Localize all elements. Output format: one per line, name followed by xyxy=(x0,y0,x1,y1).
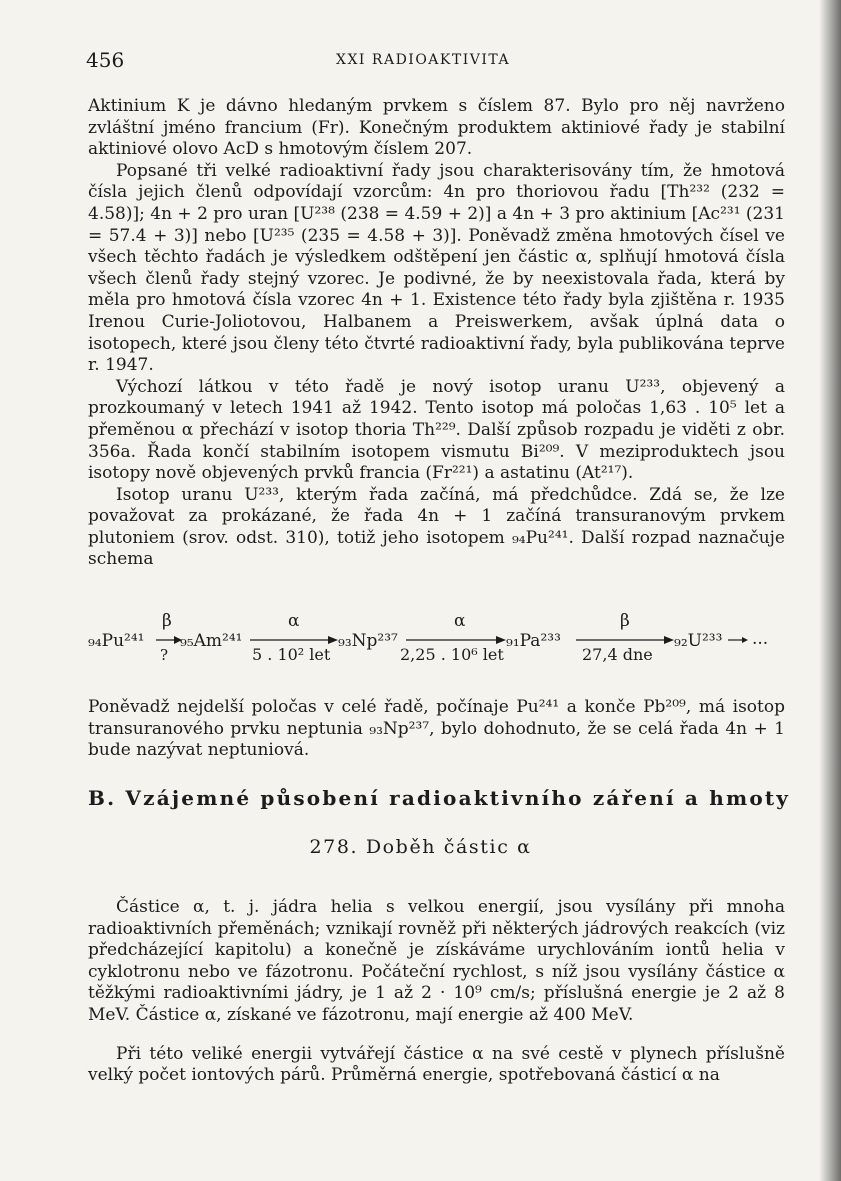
binding-shadow xyxy=(819,0,841,1181)
arrowhead-3 xyxy=(664,636,674,644)
paragraph-francium: Aktinium K je dávno hledaným prvkem s číslem 87. Bylo pro něj navrženo zvláštní jméno francium (Fr). Konečným produktem aktiniové řady je stabilní aktiniové olovo AcD s hmotovým číslem 207. xyxy=(88,96,785,160)
paragraph-plutonium: Isotop uranu U²³³, kterým řada začíná, má předchůdce. Zdá se, že lze považovat za prokázané, že řada 4n + 1 začíná transuranovým prvkem plutoniem (srov. odst. 310), totiž jeho isotopem ₉₄Pu²⁴¹. Další rozpad naznačuje schema xyxy=(88,484,785,570)
section-text xyxy=(88,880,785,1104)
uncertain-mark: ? xyxy=(160,646,169,664)
subsection-heading: 278. Doběh částic α xyxy=(309,836,532,858)
alpha-label-1: α xyxy=(288,611,300,631)
scheme-ellipsis: ... xyxy=(752,629,769,649)
trailing-arrowhead xyxy=(742,637,748,643)
paragraph-ion-pairs: Při této veliké energii vytvářejí částice α na své cestě v plynech příslušně velký počet iontových párů. Průměrná energie, spotřebovaná částicí α na xyxy=(88,1043,785,1086)
page-header xyxy=(86,48,786,78)
decay-scheme-svg xyxy=(88,600,788,672)
arrowhead-2 xyxy=(496,636,506,644)
neptunium-text xyxy=(88,680,785,779)
nuclide-u: ₉₂U²³³ xyxy=(674,631,723,651)
paragraph-uranium-233: Výchozí látkou v této řadě je nový isotop uranu U²³³, objevený a prozkoumaný v letech 1941 až 1942. Tento isotop má poločas 1,63 . 10⁵ let a přeměnou α přechází v isotop thoria Th²²⁹. Další způsob rozpadu je viděti z obr. 356a. Řada končí stabilním isotopem vismutu Bi²⁰⁹. V meziproduktech jsou isotopy nově objevených prvků francia (Fr²²¹) a astatinu (At²¹⁷). xyxy=(88,376,785,484)
paragraph-neptunium: Poněvadž nejdelší poločas v celé řadě, počínaje Pu²⁴¹ a konče Pb²⁰⁹, má isotop transuranového prvku neptunia ₉₃Np²³⁷, bylo dohodnuto, že se celá řada 4n + 1 bude nazývat neptuniová. xyxy=(88,697,785,761)
beta-label-1: β xyxy=(162,611,172,631)
nuclide-pa: ₉₁Pa²³³ xyxy=(506,631,561,651)
beta-label-2: β xyxy=(620,611,630,631)
paragraph-series: Popsané tři velké radioaktivní řady jsou charakterisovány tím, že hmotová čísla jejich členů odpovídají vzorcům: 4n pro thoriovou řadu [Th²³² (232 = 4.58)]; 4n + 2 pro uran [U²³⁸ (238 = 4.59 + 2)] a 4n + 3 pro aktinium [Ac²³¹ (231 = 57.4 + 3)] nebo [U²³⁵ (235 = 4.58 + 3)]. Poněvadž změna hmotových čísel ve všech těchto řadách je výsledkem odštěpení jen částic α, splňují hmotová čísla všech členů řady stejný vzorec. Je podivné, že by neexistovala řada, která by měla pro hmotová čísla vzorec 4n + 1. Existence této řady byla zjištěna r. 1935 Irenou Curie-Joliotovou, Halbanem a Preiswerkem, avšak úplná data o isotopech, které jsou členy této čtvrté radioaktivní řady, byla publikována teprve r. 1947. xyxy=(88,160,785,376)
halflife-2: 2,25 . 10⁶ let xyxy=(400,645,504,664)
nuclide-np: ₉₃Np²³⁷ xyxy=(338,631,398,651)
running-head: XXI RADIOAKTIVITA xyxy=(336,52,511,68)
nuclide-pu: ₉₄Pu²⁴¹ xyxy=(88,631,145,651)
page-number: 456 xyxy=(86,48,125,72)
halflife-1: 5 . 10² let xyxy=(252,645,331,664)
arrowhead-1 xyxy=(328,636,338,644)
paragraph-alpha-particles: Částice α, t. j. jádra helia s velkou energií, jsou vysílány při mnoha radioaktivních přeměnách; vznikají rovněž při některých jádrových reakcích (viz předcházející kapitolu) a konečně je získáváme urychlováním iontů helia v cyklotronu nebo ve fázotronu. Počáteční rychlost, s níž jsou vysílány částice α těžkými radioaktivními jádry, je 1 až 2 · 10⁹ cm/s; příslušná energie je 2 až 8 MeV. Částice α, získané ve fázotronu, mají energie až 400 MeV. xyxy=(88,897,785,1025)
decay-scheme xyxy=(88,600,788,672)
halflife-3: 27,4 dne xyxy=(582,645,653,664)
nuclide-am: ₉₅Am²⁴¹ xyxy=(180,631,243,651)
section-heading: B. Vzájemné působení radioaktivního záření a hmoty xyxy=(88,786,791,810)
alpha-label-2: α xyxy=(454,611,466,631)
main-text xyxy=(88,96,785,571)
